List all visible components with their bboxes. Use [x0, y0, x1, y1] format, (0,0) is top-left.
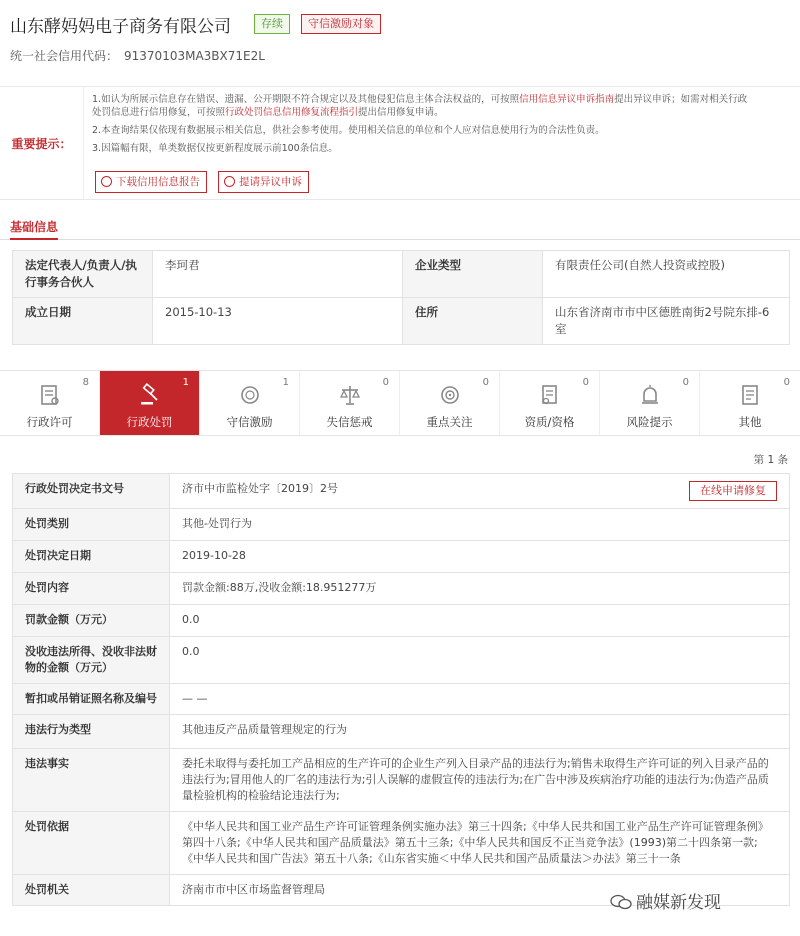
basic-info-title: 基础信息 [10, 220, 59, 234]
table-row [13, 749, 790, 812]
repair-guide-link[interactable]: 行政处罚信息信用修复流程指引 [225, 107, 359, 118]
user-icon [224, 176, 235, 187]
honor-badge[interactable]: 守信激励对象 [301, 14, 381, 34]
notice-title: 重要提示： [0, 87, 84, 199]
tab-count: 0 [783, 377, 790, 388]
watermark [610, 888, 721, 913]
table-key: 暂扣或吊销证照名称及编号 [13, 684, 170, 715]
table-key: 成立日期 [13, 298, 153, 345]
company-header [0, 0, 800, 80]
notice-line-3: 3.因篇幅有限，单类数据仅按更新程度展示前100条信息。 [92, 143, 338, 154]
table-row [13, 715, 790, 749]
tab-admin-penalty[interactable] [100, 371, 200, 435]
tab-label: 重点关注 [426, 415, 473, 429]
tab-risk-warning[interactable] [600, 371, 700, 435]
table-value: 2019-10-28 [170, 541, 790, 573]
status-badge: 存续 [254, 14, 290, 34]
table-value: 山东省济南市市中区德胜南街2号院东排-6室 [543, 298, 790, 345]
tab-label: 守信激励 [226, 415, 273, 429]
table-value: 2015-10-13 [153, 298, 403, 345]
table-key: 行政处罚决定书文号 [13, 474, 170, 509]
table-value: 济南市市中区市场监督管理局 [170, 875, 790, 906]
table-row [13, 509, 790, 541]
table-row [13, 684, 790, 715]
record-count: 第 1 条 [753, 454, 788, 466]
table-key: 处罚依据 [13, 812, 170, 875]
credit-code-label: 统一社会信用代码： [10, 49, 119, 63]
tab-qualification[interactable] [500, 371, 600, 435]
tab-label: 其他 [738, 415, 762, 429]
tab-label: 失信惩戒 [326, 415, 373, 429]
table-value: 罚款金额:88万,没收金额:18.951277万 [170, 573, 790, 605]
basic-info-header [0, 210, 800, 240]
penalty-detail-table [12, 473, 790, 906]
table-value: 委托未取得与委托加工产品相应的生产许可的企业生产列入目录产品的违法行为;销售未取得生产许可证的列入目录产品的违法行为;冒用他人的厂名的违法行为;引人误解的虚假宣传的违法行为;在广告中涉及疾病治疗功能的违法行为;伪造产品质量检验机构的检验结论违法行为; [170, 749, 790, 812]
tab-label: 行政许可 [26, 415, 73, 429]
table-key: 法定代表人/负责人/执行事务合伙人 [13, 251, 153, 298]
submit-objection-button[interactable]: 提请异议申诉 [218, 171, 309, 193]
table-value: 0.0 [170, 637, 790, 684]
table-row [13, 474, 790, 509]
table-value [170, 474, 790, 509]
watermark-text: 融媒新发现 [636, 893, 721, 913]
wechat-icon [610, 894, 632, 910]
tab-key-attention[interactable] [400, 371, 500, 435]
objection-guide-link[interactable]: 信用信息异议申诉指南 [519, 94, 615, 105]
gavel-icon [138, 383, 162, 407]
tab-count: 0 [382, 377, 389, 388]
medal-icon [238, 383, 262, 407]
table-row [13, 637, 790, 684]
target-icon [438, 383, 462, 407]
company-name: 山东酵妈妈电子商务有限公司 [10, 17, 231, 37]
section-underline [10, 238, 58, 240]
table-value: 《中华人民共和国工业产品生产许可证管理条例实施办法》第三十四条;《中华人民共和国工业产品生产许可证管理条例》第四十八条;《中华人民共和国产品质量法》第五十三条;《中华人民共和国反不正当竞争法》(1993)第二十四条第一款;《中华人民共和国广告法》第五十八条;《山东省实施＜中华人民共和国产品质量法＞办法》第三十一条 [170, 812, 790, 875]
table-key: 处罚机关 [13, 875, 170, 906]
table-key: 罚款金额（万元） [13, 605, 170, 637]
table-key: 没收违法所得、没收非法财物的金额（万元） [13, 637, 170, 684]
table-row [13, 298, 790, 345]
table-value: 有限责任公司(自然人投资或控股) [543, 251, 790, 298]
tab-label: 风险提示 [626, 415, 673, 429]
tab-count: 0 [682, 377, 689, 388]
table-key: 处罚决定日期 [13, 541, 170, 573]
table-row [13, 605, 790, 637]
tab-label: 行政处罚 [126, 415, 173, 429]
alarm-icon [638, 383, 662, 407]
tab-count: 1 [282, 377, 289, 388]
table-value: 李珂君 [153, 251, 403, 298]
decision-number: 济市中市监检处字〔2019〕2号 [182, 482, 338, 495]
table-key: 处罚类别 [13, 509, 170, 541]
table-key: 违法行为类型 [13, 715, 170, 749]
table-key: 企业类型 [403, 251, 543, 298]
table-value: 其他-处罚行为 [170, 509, 790, 541]
table-value: — — [170, 684, 790, 715]
tab-label: 资质/资格 [524, 415, 575, 429]
table-key: 住所 [403, 298, 543, 345]
table-row [13, 541, 790, 573]
credit-code-value: 91370103MA3BX71E2L [124, 49, 265, 63]
notice-line-1: 1.如认为所展示信息存在错误、遗漏、公开期限不符合规定以及其他侵犯信息主体合法权益的，可按照信用信息异议申诉指南提出异议申诉；如需对相关行政 处罚信息进行信用修复，可按照行政处罚信息信用修复流程指引提出信用修复申请。 [92, 94, 748, 118]
tab-other[interactable] [700, 371, 800, 435]
table-value: 其他违反产品质量管理规定的行为 [170, 715, 790, 749]
credit-code [10, 47, 265, 64]
tab-admin-license[interactable] [0, 371, 100, 435]
certificate-icon [538, 383, 562, 407]
tab-count: 1 [182, 377, 189, 388]
table-row [13, 573, 790, 605]
scale-icon [338, 383, 362, 407]
table-value: 0.0 [170, 605, 790, 637]
download-report-button[interactable]: 下载信用信息报告 [95, 171, 207, 193]
table-key: 违法事实 [13, 749, 170, 812]
license-icon [38, 383, 62, 407]
table-row [13, 251, 790, 298]
basic-info-table [12, 250, 790, 345]
table-key: 处罚内容 [13, 573, 170, 605]
tab-count: 8 [82, 377, 89, 388]
download-icon [101, 176, 112, 187]
category-tabs [0, 370, 800, 436]
tab-credit-incentive[interactable] [200, 371, 300, 435]
tab-dishonesty-punishment[interactable] [300, 371, 400, 435]
notice-lines [92, 93, 792, 160]
tab-count: 0 [582, 377, 589, 388]
document-icon [738, 383, 762, 407]
apply-repair-button[interactable]: 在线申请修复 [689, 481, 777, 501]
notice-line-2: 2.本查询结果仅依现有数据展示相关信息，供社会参考使用。使用相关信息的单位和个人应对信息使用行为的合法性负责。 [92, 125, 605, 136]
table-row [13, 812, 790, 875]
tab-count: 0 [482, 377, 489, 388]
